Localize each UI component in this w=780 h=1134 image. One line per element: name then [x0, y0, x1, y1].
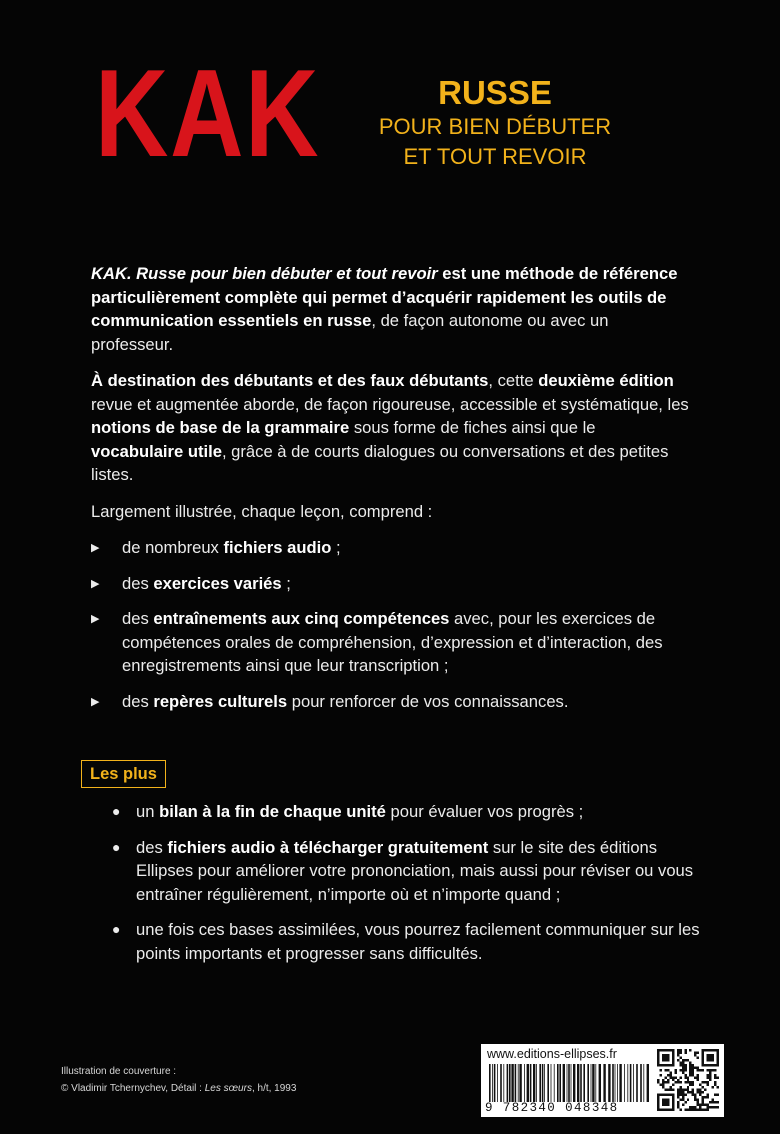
dot-bullet-icon: ● [112, 838, 121, 855]
audience-text-1: , cette [488, 371, 539, 390]
audience-bold: À destination des débutants et des faux débutants [91, 371, 489, 390]
edition-bold: deuxième édition [538, 371, 674, 390]
les-plus-list [110, 800, 710, 977]
item-text: pour évaluer vos progrès ; [385, 802, 584, 821]
list-item [110, 800, 710, 824]
barcode-icon [487, 1064, 651, 1102]
item-text: une fois ces bases assimilées, vous pourrez facilement communiquer sur les points importants et progresser sans difficultés. [136, 920, 700, 963]
qr-code-icon [657, 1049, 719, 1111]
audience-text-3: sous forme de fiches ainsi que le [349, 418, 596, 437]
audience-text-2: revue et augmentée aborde, de façon rigoureuse, accessible et systématique, les [91, 394, 689, 414]
item-text: un [136, 802, 160, 821]
item-text: des [122, 691, 154, 711]
subtitle-line-1: POUR BIEN DÉBUTER [378, 114, 612, 139]
item-text: pour renforcer de vos connaissances. [287, 691, 569, 711]
item-text: des [136, 837, 168, 857]
credit-line-2 [61, 1080, 296, 1097]
vocab-bold: vocabulaire utile [91, 441, 222, 461]
lesson-features-list [91, 536, 691, 713]
dot-bullet-icon: ● [112, 921, 121, 937]
triangle-bullet-icon: ▶ [91, 542, 100, 554]
item-bold: fichiers audio [223, 538, 332, 557]
item-text: sur le site des éditions Ellipses pour améliorer votre prononciation, mais aussi pour réviser ou vous entraîner régulièrement, n’importe où et n’importe quand ; [136, 837, 694, 904]
barcode-panel [481, 1044, 724, 1117]
cover-title: KAK [95, 45, 321, 183]
item-text: ; [331, 538, 341, 557]
artwork-title: Les sœurs [204, 1083, 252, 1094]
item-bold: bilan à la fin de chaque unité [159, 802, 386, 821]
isbn-number: 9 782340 048348 [485, 1101, 619, 1115]
subtitle-line-2: ET TOUT REVOIR [403, 144, 587, 169]
les-plus-badge: Les plus [81, 760, 166, 788]
item-text: avec, pour les exercices de compétences orales de compréhension, d’expression et d’interaction, des enregistrements ainsi que leur transcription ; [122, 609, 663, 675]
list-item [91, 690, 691, 714]
book-title-italic: KAK. Russe pour bien débuter et tout revoir [91, 264, 438, 283]
dot-bullet-icon: ● [112, 803, 121, 819]
subtitle-block [370, 74, 620, 172]
item-bold: exercices variés [153, 573, 282, 593]
intro-tail: , de façon autonome ou avec un professeur. [91, 311, 609, 354]
cover-credit [61, 1063, 296, 1097]
credit-line-1: Illustration de couverture : [61, 1066, 177, 1077]
triangle-bullet-icon: ▶ [91, 695, 100, 708]
intro-bold: est une méthode de référence particulièrement complète qui permet d’acquérir rapidement les outils de communication essentiels en russe [91, 264, 678, 330]
list-item [110, 836, 710, 907]
publisher-url: www.editions-ellipses.fr [487, 1047, 617, 1061]
subtitle-russe: RUSSE [438, 74, 552, 111]
credit-text: , h/t, 1993 [251, 1083, 297, 1094]
list-item [110, 918, 710, 965]
item-text: des [122, 609, 154, 628]
audience-paragraph [91, 369, 691, 487]
item-bold: repères culturels [153, 691, 288, 711]
lesson-intro: Largement illustrée, chaque leçon, comprend : [91, 501, 433, 521]
credit-text: © Vladimir Tchernychev, Détail : [61, 1083, 205, 1094]
item-bold: fichiers audio à télécharger gratuitement [167, 837, 489, 857]
item-bold: entraînements aux cinq compétences [153, 609, 450, 628]
item-text: des [122, 573, 154, 593]
list-item [91, 572, 691, 596]
triangle-bullet-icon: ▶ [91, 577, 100, 590]
item-text: de nombreux [122, 538, 224, 557]
description [91, 262, 691, 725]
grammar-bold: notions de base de la grammaire [91, 418, 350, 437]
triangle-bullet-icon: ▶ [91, 613, 100, 625]
intro-paragraph [91, 262, 691, 356]
item-text: ; [281, 573, 291, 593]
audience-text-4: , grâce à de courts dialogues ou conversations et des petites listes. [91, 441, 669, 484]
list-item [91, 536, 691, 560]
list-item [91, 607, 691, 678]
